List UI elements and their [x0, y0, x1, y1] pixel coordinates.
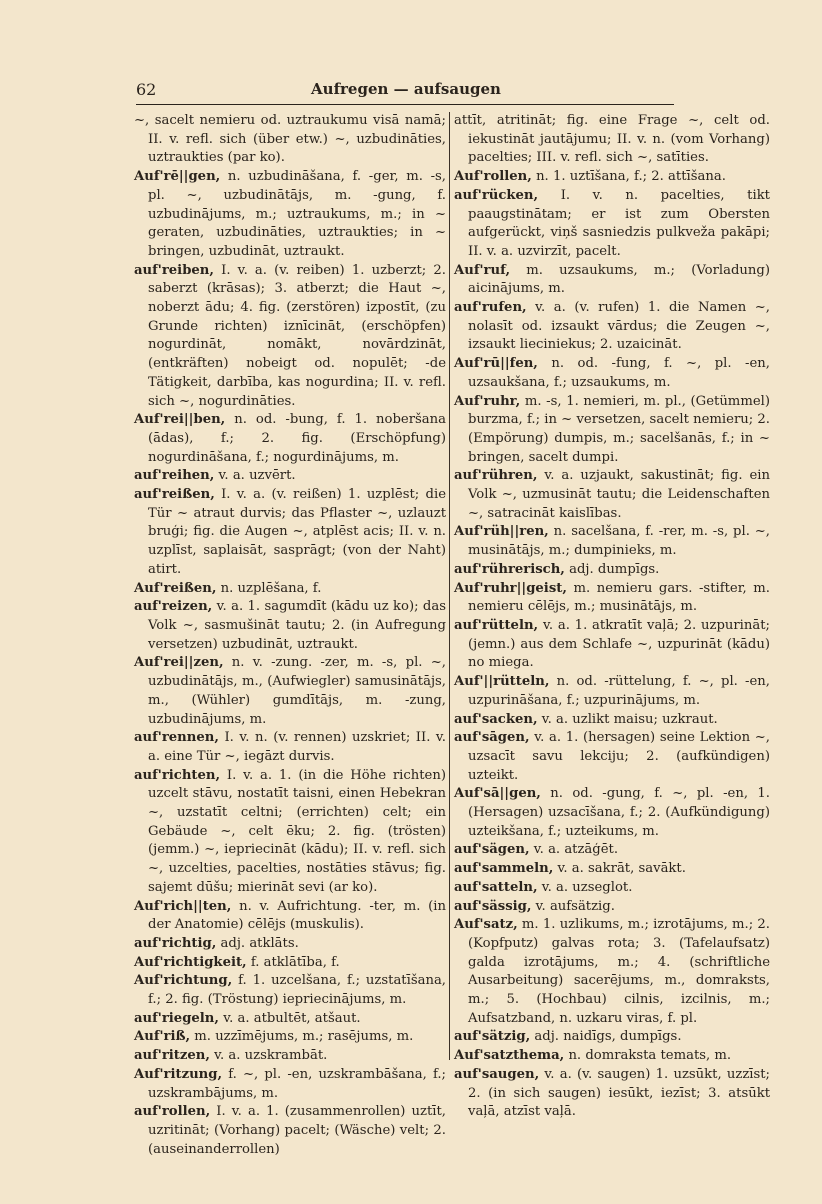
dictionary-entry [134, 168, 446, 262]
dictionary-entry [134, 729, 446, 766]
dictionary-entry [454, 262, 770, 299]
entry-headword: Auf'ruhr, [454, 393, 521, 409]
entry-headword: auf'reißen, [134, 487, 215, 503]
entry-definition: m. uzsaukums, m.; (Vorladung) aicinājums, m. [468, 262, 770, 297]
dictionary-entry [454, 860, 770, 879]
dictionary-entry [134, 767, 446, 898]
dictionary-entry [134, 112, 446, 168]
dictionary-entry [134, 654, 446, 729]
dictionary-entry [134, 1028, 446, 1047]
entry-headword: auf'richten, [134, 767, 221, 783]
entry-headword: auf'richtig, [134, 935, 217, 951]
entry-definition: I. v. a. 1. (zusammenrollen) uztīt, uzritināt; (Vorhang) pacelt; (Wäsche) velt; 2. (auseinanderrollen) [148, 1104, 446, 1157]
entry-definition: attīt, atritināt; fig. eine Frage ~, celt od. iekustināt jautājumu; II. v. n. (vom Vorhang) pacelties; III. v. refl. sich ~, satīties. [454, 113, 770, 166]
entry-headword: Auf'rei||ben, [134, 412, 226, 428]
dictionary-entry [454, 1028, 770, 1047]
entry-definition: v. a. uzseglot. [537, 879, 633, 895]
right-column [454, 112, 770, 1122]
entry-headword: Auf'richtung, [134, 973, 233, 989]
entry-definition: v. a. 1. sagumdīt (kādu uz ko); das Volk ~, sasmušināt tautu; 2. (in Aufregung versetzen) uzbudināt, uztraukt. [148, 599, 446, 652]
entry-headword: Auf'reißen, [134, 580, 217, 596]
entry-headword: auf'rennen, [134, 730, 219, 746]
dictionary-entry [134, 935, 446, 954]
dictionary-entry [134, 898, 446, 935]
dictionary-entry [454, 879, 770, 898]
dictionary-entry [454, 168, 770, 187]
entry-definition: n. 1. uztīšana, f.; 2. attīšana. [531, 169, 726, 185]
dictionary-entry [454, 1066, 770, 1122]
dictionary-entry [134, 972, 446, 1009]
entry-definition: n. od. -fung, f. ~, pl. -en, uzsaukšana, f.; uzsaukums, m. [468, 356, 770, 390]
entry-definition: I. v. a. (v. reißen) 1. uzplēst; die Tür ~ atraut durvis; das Pflaster ~, uzlauzt bruģi; fig. die Augen ~, atplēst acis; II. v. n. uzplīst, saplaisāt, sasprāgt; (von der Naht) atirt. [148, 487, 446, 577]
dictionary-entry [134, 411, 446, 467]
entry-headword: Auf'rē||gen, [134, 169, 221, 185]
entry-headword: Auf'satzthema, [454, 1048, 565, 1064]
entry-definition: f. atklātība, f. [246, 954, 340, 970]
entry-definition: n. v. -zung. -zer, m. -s, pl. ~, uzbudinātājs, m., (Aufwiegler) samusinātājs, m., (Wühler) gumdītājs, m. -zung, uzbudinājums, m. [148, 655, 446, 727]
dictionary-entry [134, 580, 446, 599]
entry-headword: Auf'rū||fen, [454, 356, 538, 372]
dictionary-entry [454, 561, 770, 580]
entry-headword: auf'sässig, [454, 898, 532, 914]
dictionary-entry [134, 598, 446, 654]
entry-definition: m. -s, 1. nemieri, m. pl., (Getümmel) burzma, f.; in ~ versetzen, sacelt nemieru; 2. (Empörung) dumpis, m.; sacelšanās, f.; in ~ bringen, sacelt dumpi. [468, 393, 770, 465]
dictionary-entry [454, 729, 770, 785]
entry-headword: Auf'satz, [454, 917, 518, 933]
entry-definition: v. a. (v. saugen) 1. uzsūkt, uzzīst; 2. (in sich saugen) iesūkt, iezīst; 3. atsūkt vaļā, atzīst vaļā. [468, 1066, 770, 1120]
entry-headword: Auf'richtigkeit, [134, 954, 247, 970]
entry-definition: n. v. Aufrichtung. -ter, m. (in der Anatomie) cēlējs (muskulis). [148, 898, 446, 933]
page-number: 62 [136, 80, 157, 99]
entry-headword: auf'rollen, [134, 1104, 211, 1120]
entry-headword: auf'sacken, [454, 711, 538, 727]
entry-definition: ~, sacelt nemieru od. uztraukumu visā namā; II. v. refl. sich (über etw.) ~, uzbudināties, uztraukties (par ko). [134, 113, 446, 166]
dictionary-entry [134, 1066, 446, 1103]
dictionary-entry [134, 467, 446, 486]
entry-headword: auf'sätzig, [454, 1029, 531, 1045]
dictionary-entry [454, 916, 770, 1028]
entry-definition: I. v. n. (v. rennen) uzskriet; II. v. a. eine Tür ~, iegāzt durvis. [148, 730, 446, 764]
dictionary-entry [454, 711, 770, 730]
entry-headword: auf'sāgen, [454, 730, 530, 746]
entry-headword: Auf'riß, [134, 1029, 191, 1045]
dictionary-entry [454, 898, 770, 917]
dictionary-entry [134, 486, 446, 580]
entry-definition: n. od. -bung, f. 1. noberšana (ādas), f.; 2. fig. (Erschöpfung) nogurdināšana, f.; nogurdinājums, m. [148, 412, 446, 465]
entry-headword: Auf'ritzung, [134, 1066, 223, 1082]
entry-headword: auf'saugen, [454, 1066, 540, 1082]
entry-headword: Auf'ruhr||geist, [454, 580, 567, 596]
entry-definition: v. a. atbultēt, atšaut. [219, 1010, 361, 1026]
dictionary-entry [134, 954, 446, 973]
entry-headword: auf'rücken, [454, 187, 539, 203]
entry-definition: I. v. a. 1. (in die Höhe richten) uzcelt stāvu, nostatīt taisni, einen Hebekran ~, uzstatīt celtni; (errichten) celt; ein Gebäude ~, celt ēku; 2. fig. (trösten) (jemm.) ~, iepriecināt (kādu); II. v. refl. sich ~, uzcelties, pacelties, nostāties stāvus; fig. sajemt dūšu; mierināt sevi (ar ko). [148, 767, 446, 895]
entry-definition: n. uzplēšana, f. [216, 580, 322, 596]
entry-headword: Auf'rei||zen, [134, 655, 224, 671]
column-divider [449, 112, 450, 1060]
entry-definition: v. a. uzvērt. [214, 468, 296, 484]
entry-headword: auf'riegeln, [134, 1010, 219, 1026]
entry-definition: v. aufsätzig. [531, 898, 615, 914]
entry-definition: v. a. uzlikt maisu; uzkraut. [537, 711, 718, 727]
left-column [134, 112, 446, 1159]
entry-definition: v. a. 1. (hersagen) seine Lektion ~, uzsacīt savu lekciju; 2. (aufkündigen) uzteikt. [468, 730, 770, 783]
entry-definition: m. nemieru gars. -stifter, m. nemieru cēlējs, m.; musinātājs, m. [468, 580, 770, 615]
entry-definition: f. ~, pl. -en, uzskrambāšana, f.; uzskrambājums, m. [148, 1066, 446, 1101]
dictionary-entry [454, 393, 770, 468]
entry-definition: v. a. 1. atkratīt vaļā; 2. uzpurināt; (jemn.) aus dem Schlafe ~, uzpurināt (kādu) no miega. [468, 617, 770, 671]
header-rule [136, 104, 674, 105]
entry-definition: m. 1. uzlikums, m.; izrotājums, m.; 2. (Kopfputz) galvas rota; 3. (Tafelaufsatz) galda izrotājums, m.; 4. (schriftliche Ausarbeitung) sacerējums, m., domraksts, m.; 5. (Hochbau) cilnis, izcilnis, m.; Aufsatzband, n. uzkaru viras, f. pl. [468, 917, 770, 1026]
entry-definition: n. uzbudināšana, f. -ger, m. -s, pl. ~, uzbudinātājs, m. -gung, f. uzbudinājums, m.; uztraukums, m.; in ~ geraten, uzbudināties, uztraukties; in ~ bringen, uzbudināt, uztraukt. [148, 169, 446, 259]
entry-definition: v. a. uzjaukt, sakustināt; fig. ein Volk ~, uzmusināt tautu; die Leidenschaften ~, satracināt kaislības. [468, 468, 770, 521]
dictionary-entry [454, 1047, 770, 1066]
entry-headword: Auf'rich||ten, [134, 898, 232, 914]
entry-headword: auf'reihen, [134, 468, 215, 484]
entry-headword: auf'satteln, [454, 879, 538, 895]
dictionary-entry [454, 673, 770, 710]
entry-headword: Auf'||rütteln, [454, 674, 550, 690]
dictionary-entry [134, 262, 446, 412]
entry-headword: auf'rufen, [454, 300, 527, 316]
entry-definition: n. domraksta temats, m. [564, 1048, 732, 1064]
entry-headword: auf'reizen, [134, 599, 213, 615]
entry-definition: v. a. uzskrambāt. [209, 1048, 328, 1064]
entry-definition: f. 1. uzcelšana, f.; uzstatīšana, f.; 2. fig. (Tröstung) iepriecinājums, m. [148, 973, 446, 1008]
entry-definition: v. a. atzāģēt. [529, 842, 619, 858]
entry-definition: v. a. sakrāt, savākt. [553, 861, 686, 877]
dictionary-entry [454, 523, 770, 560]
entry-definition: n. od. -rüttelung, f. ~, pl. -en, uzpurināšana, f.; uzpurinājums, m. [468, 674, 770, 708]
entry-definition: I. v. n. pacelties, tikt paaugstinātam; er ist zum Obersten aufgerückt, viņš sasniedzis pulkveža pakāpi; II. v. a. uzvirzīt, pacelt. [468, 187, 770, 259]
dictionary-entry [454, 467, 770, 523]
page-header [136, 80, 676, 102]
entry-headword: Auf'ruf, [454, 262, 511, 278]
entry-headword: auf'rührerisch, [454, 561, 565, 577]
entry-definition: n. sacelšana, f. -rer, m. -s, pl. ~, musinātājs, m.; dumpinieks, m. [468, 524, 770, 559]
dictionary-entry [454, 187, 770, 262]
entry-headword: auf'rühren, [454, 468, 538, 484]
entry-headword: auf'sammeln, [454, 861, 554, 877]
dictionary-entry [454, 355, 770, 392]
dictionary-entry [454, 299, 770, 355]
entry-headword: Auf'rüh||ren, [454, 524, 549, 540]
entry-definition: v. a. (v. rufen) 1. die Namen ~, nolasīt od. izsaukt vārdus; die Zeugen ~, izsaukt lieciniekus; 2. uzaicināt. [468, 300, 770, 353]
entry-headword: auf'sägen, [454, 842, 530, 858]
entry-headword: Auf'sā||gen, [454, 786, 541, 802]
dictionary-entry [454, 617, 770, 673]
dictionary-entry [454, 580, 770, 617]
dictionary-entry [454, 785, 770, 841]
entry-headword: auf'ritzen, [134, 1048, 210, 1064]
entry-definition: adj. atklāts. [216, 935, 299, 951]
entry-definition: adj. dumpīgs. [564, 561, 660, 577]
entry-headword: auf'rütteln, [454, 617, 539, 633]
dictionary-entry [134, 1010, 446, 1029]
entry-definition: n. od. -gung, f. ~, pl. -en, 1. (Hersagen) uzsacīšana, f.; 2. (Aufkündigung) uzteikšana, f.; uzteikums, m. [468, 786, 770, 839]
entry-definition: adj. naidīgs, dumpīgs. [530, 1029, 682, 1045]
entry-headword: auf'reiben, [134, 262, 214, 278]
dictionary-entry [454, 841, 770, 860]
dictionary-entry [134, 1047, 446, 1066]
page-title: Aufregen — aufsaugen [311, 80, 501, 98]
dictionary-entry [454, 112, 770, 168]
entry-definition: m. uzzīmējums, m.; rasējums, m. [190, 1029, 414, 1045]
entry-definition: I. v. a. (v. reiben) 1. uzberzt; 2. saberzt (krāsas); 3. atberzt; die Haut ~, noberzt ādu; 4. fig. (zerstören) izpostīt, (zu Grunde richten) iznīcināt, (erschöpfen) nogurdināt, nomākt, novārdzināt, (entkräften) nobeigt od. nopulēt; -de Tätigkeit, darbība, kas nogurdina; II. v. refl. sich ~, nogurdināties. [148, 262, 446, 409]
dictionary-entry [134, 1103, 446, 1159]
entry-headword: Auf'rollen, [454, 169, 532, 185]
